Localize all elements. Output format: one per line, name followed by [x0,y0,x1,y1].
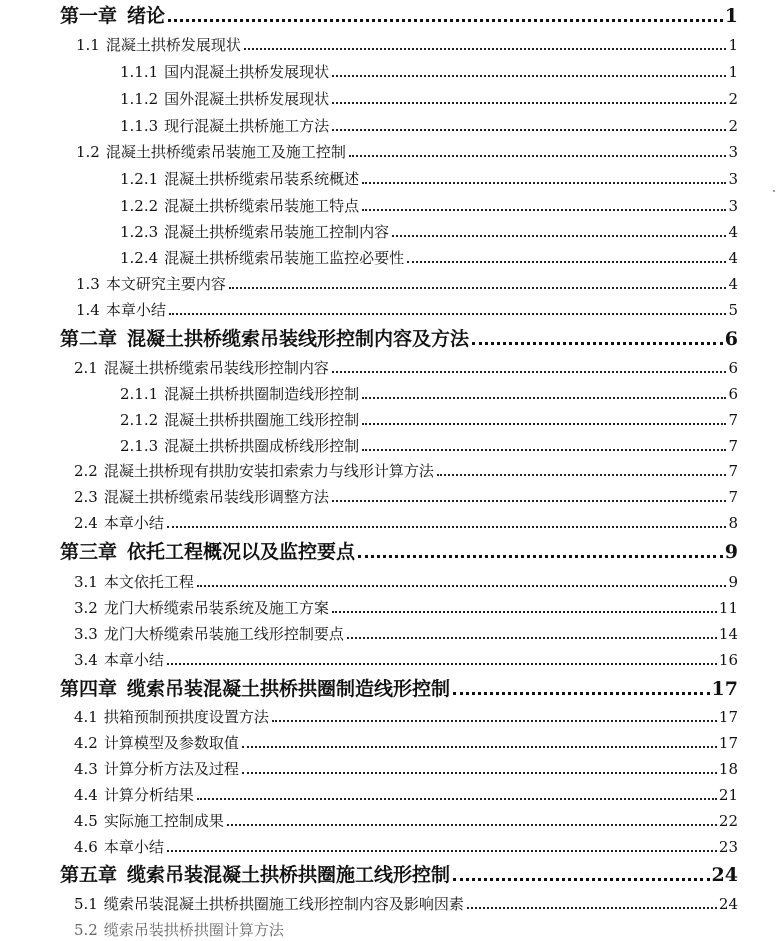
toc-entry-title: 缆索吊装混凝土拱桥拱圈制造线形控制 [127,678,451,700]
toc-entry-number: 1.2.2 [120,197,159,215]
toc-entry-number: 1.1 [76,36,100,54]
toc-entry[interactable] [74,512,738,534]
toc-chapter-entry[interactable] [60,539,738,565]
toc-entry-title: 混凝土拱桥发展现状 [105,36,241,54]
toc-page-number: 24 [711,864,738,886]
toc-entry-title: 依托工程概况以及监控要点 [127,541,356,563]
toc-entry-number: 2.3 [74,488,98,506]
dot-leader [362,182,726,184]
toc-entry[interactable] [74,732,738,754]
toc-page-number: 9 [724,541,738,563]
toc-entry-title: 现行混凝土拱桥施工方法 [164,117,330,135]
dot-leader [358,555,723,558]
toc-entry[interactable] [74,486,738,508]
toc-entry-title: 本章小结 [103,838,164,856]
toc-page-number: 17 [718,708,738,726]
toc-entry[interactable] [76,141,738,163]
dot-leader [332,500,727,502]
toc-entry-title: 本文依托工程 [103,573,194,591]
toc-entry-title: 拱箱预制预拱度设置方法 [103,708,269,726]
toc-entry-title: 缆索吊装混凝土拱桥拱圈施工线形控制内容及影响因素 [103,895,464,913]
toc-page-number: 2 [728,117,738,135]
toc-entry-number: 4.3 [74,760,98,778]
toc-page-number: 8 [728,514,738,532]
toc-entry-number: 1.2.1 [120,170,159,188]
toc-entry-number: 2.2 [74,462,98,480]
dot-leader [467,907,717,909]
toc-page-number: 4 [728,223,738,241]
dot-leader [242,746,717,748]
toc-entry[interactable] [74,919,284,941]
toc-entry-number: 2.1.1 [120,385,159,403]
toc-entry-number: 5.2 [74,921,98,939]
toc-entry[interactable] [120,247,738,269]
toc-page-number: 6 [728,385,738,403]
toc-entry-number: 4.1 [74,708,98,726]
dot-leader [362,397,726,399]
toc-entry-title: 本章小结 [103,651,164,669]
toc-entry-number: 4.4 [74,786,98,804]
toc-entry[interactable] [76,34,738,56]
toc-entry-number: 1.2.3 [120,223,159,241]
toc-entry[interactable] [74,706,738,728]
toc-entry-number: 1.3 [76,275,100,293]
toc-entry[interactable] [74,810,738,832]
toc-entry[interactable] [74,836,738,858]
toc-page-number: 18 [718,760,738,778]
toc-page-number: 7 [728,488,738,506]
toc-entry-title: 计算分析结果 [103,786,194,804]
toc-entry[interactable] [74,597,738,619]
toc-entry-number: 1.2.4 [120,249,159,267]
toc-entry-title: 本文研究主要内容 [105,275,226,293]
dot-leader [407,261,726,263]
toc-entry-number: 第三章 [60,541,118,563]
toc-page-number: 6 [728,359,738,377]
toc-page-number: 6 [724,328,738,350]
toc-page-number: 5 [728,301,738,319]
dot-leader [169,313,727,315]
dot-leader [332,611,717,613]
toc-page-number: 3 [728,197,738,215]
toc-entry-title: 混凝土拱桥缆索吊装系统概述 [164,170,360,188]
toc-chapter-entry[interactable] [60,862,738,888]
toc-entry-number: 2.1 [74,359,98,377]
toc-entry-title: 计算模型及参数取值 [103,734,239,752]
toc-page-number: 22 [718,812,738,830]
toc-page-number: 4 [728,249,738,267]
toc-page-number: 7 [728,411,738,429]
toc-entry[interactable] [120,383,738,405]
toc-entry[interactable] [74,460,738,482]
dot-leader [244,48,727,50]
toc-entry-number: 第五章 [60,864,118,886]
toc-entry-number: 2.1.2 [120,411,159,429]
toc-entry-title: 混凝土拱桥缆索吊装线形控制内容 [103,359,329,377]
toc-entry-title: 国外混凝土拱桥发展现状 [164,90,330,108]
toc-entry-number: 3.4 [74,651,98,669]
dot-leader [197,585,727,587]
dot-leader [332,75,726,77]
toc-page-number: 14 [718,625,738,643]
toc-entry[interactable] [76,299,738,321]
toc-entry-title: 龙门大桥缆索吊装系统及施工方案 [103,599,329,617]
toc-entry-title: 缆索吊装混凝土拱桥拱圈施工线形控制 [127,864,451,886]
toc-page-number: 1 [728,63,738,81]
dot-leader [332,129,726,131]
toc-entry-title: 混凝土拱桥现有拱肋安装扣索索力与线形计算方法 [103,462,434,480]
toc-entry[interactable] [74,571,738,593]
toc-chapter-entry[interactable] [60,676,738,702]
toc-entry[interactable] [120,61,738,83]
toc-entry-title: 混凝土拱桥缆索吊装施工控制内容 [164,223,390,241]
toc-entry[interactable] [120,195,738,217]
toc-entry-title: 国内混凝土拱桥发展现状 [164,63,330,81]
toc-entry-number: 1.1.3 [120,117,159,135]
toc-entry[interactable] [74,623,738,645]
toc-entry-number: 第二章 [60,328,118,350]
toc-page-number: 7 [728,462,738,480]
dot-leader [229,287,727,289]
toc-page-number: 24 [718,895,738,913]
dot-leader [362,209,726,211]
dot-leader [347,637,717,639]
toc-entry-number: 1.2 [76,143,100,161]
dot-leader [392,235,726,237]
toc-entry-title: 龙门大桥缆索吊装施工线形控制要点 [103,625,344,643]
dot-leader [242,772,717,774]
toc-entry-title: 混凝土拱桥缆索吊装施工特点 [164,197,360,215]
toc-entry-number: 3.3 [74,625,98,643]
toc-entry-title: 绪论 [127,5,166,27]
toc-entry[interactable] [74,784,738,806]
dot-leader [332,371,727,373]
toc-page-number: 4 [728,275,738,293]
dot-leader [362,423,726,425]
toc-entry[interactable] [120,221,738,243]
toc-entry-title: 混凝土拱桥拱圈施工线形控制 [164,411,360,429]
toc-entry-number: 4.5 [74,812,98,830]
toc-entry[interactable] [74,357,738,379]
dot-leader [197,798,717,800]
toc-entry-number: 4.2 [74,734,98,752]
toc-page-number: 11 [718,599,738,617]
toc-entry-number: 第四章 [60,678,118,700]
toc-entry-number: 1.4 [76,301,100,319]
toc-entry[interactable] [76,273,738,295]
toc-page-number: 17 [718,734,738,752]
toc-entry-number: 3.1 [74,573,98,591]
dot-leader [437,474,727,476]
dot-leader [349,155,727,157]
toc-page-number: 9 [728,573,738,591]
toc-entry-title: 混凝土拱桥拱圈成桥线形控制 [164,437,360,455]
dot-leader [167,663,717,665]
dot-leader [167,526,727,528]
toc-entry[interactable] [120,435,738,457]
toc-page-number: 17 [711,678,738,700]
dot-leader [472,342,723,345]
dot-leader [272,720,717,722]
toc-entry-title: 混凝土拱桥缆索吊装施工及施工控制 [105,143,346,161]
toc-entry-number: 1.1.1 [120,63,159,81]
toc-chapter-entry[interactable] [60,326,738,352]
toc-page-number: 2 [728,90,738,108]
dot-leader [453,878,710,881]
toc-entry[interactable] [74,893,738,915]
toc-entry[interactable] [74,758,738,780]
toc-page-number: 1 [724,5,738,27]
scan-speck [773,190,775,192]
toc-entry-title: 混凝土拱桥拱圈制造线形控制 [164,385,360,403]
toc-entry-title: 混凝土拱桥缆索吊装线形调整方法 [103,488,329,506]
toc-entry-title: 混凝土拱桥缆索吊装施工监控必要性 [164,249,405,267]
toc-entry-title: 计算分析方法及过程 [103,760,239,778]
toc-page-number: 21 [718,786,738,804]
dot-leader [168,19,723,22]
dot-leader [453,692,710,695]
toc-entry-number: 2.4 [74,514,98,532]
toc-entry-title: 本章小结 [105,301,166,319]
dot-leader [332,102,726,104]
toc-entry[interactable] [120,88,738,110]
toc-entry[interactable] [120,168,738,190]
toc-entry-number: 4.6 [74,838,98,856]
toc-entry-number: 1.1.2 [120,90,159,108]
toc-entry-number: 3.2 [74,599,98,617]
toc-entry[interactable] [74,649,738,671]
toc-chapter-entry[interactable] [60,3,738,29]
toc-page-number: 3 [728,143,738,161]
dot-leader [362,449,726,451]
dot-leader [167,850,717,852]
toc-entry[interactable] [120,115,738,137]
toc-entry-number: 2.1.3 [120,437,159,455]
toc-entry-title: 混凝土拱桥缆索吊装线形控制内容及方法 [127,328,470,350]
toc-entry[interactable] [120,409,738,431]
toc-page-number: 1 [728,36,738,54]
toc-entry-title: 实际施工控制成果 [103,812,224,830]
toc-page-number: 3 [728,170,738,188]
toc-page-number: 16 [718,651,738,669]
toc-entry-number: 第一章 [60,5,118,27]
toc-entry-title: 本章小结 [103,514,164,532]
toc-entry-title: 缆索吊装拱桥拱圈计算方法 [103,921,284,939]
dot-leader [227,824,717,826]
toc-page-number: 23 [718,838,738,856]
toc-page-number: 7 [728,437,738,455]
toc-entry-number: 5.1 [74,895,98,913]
